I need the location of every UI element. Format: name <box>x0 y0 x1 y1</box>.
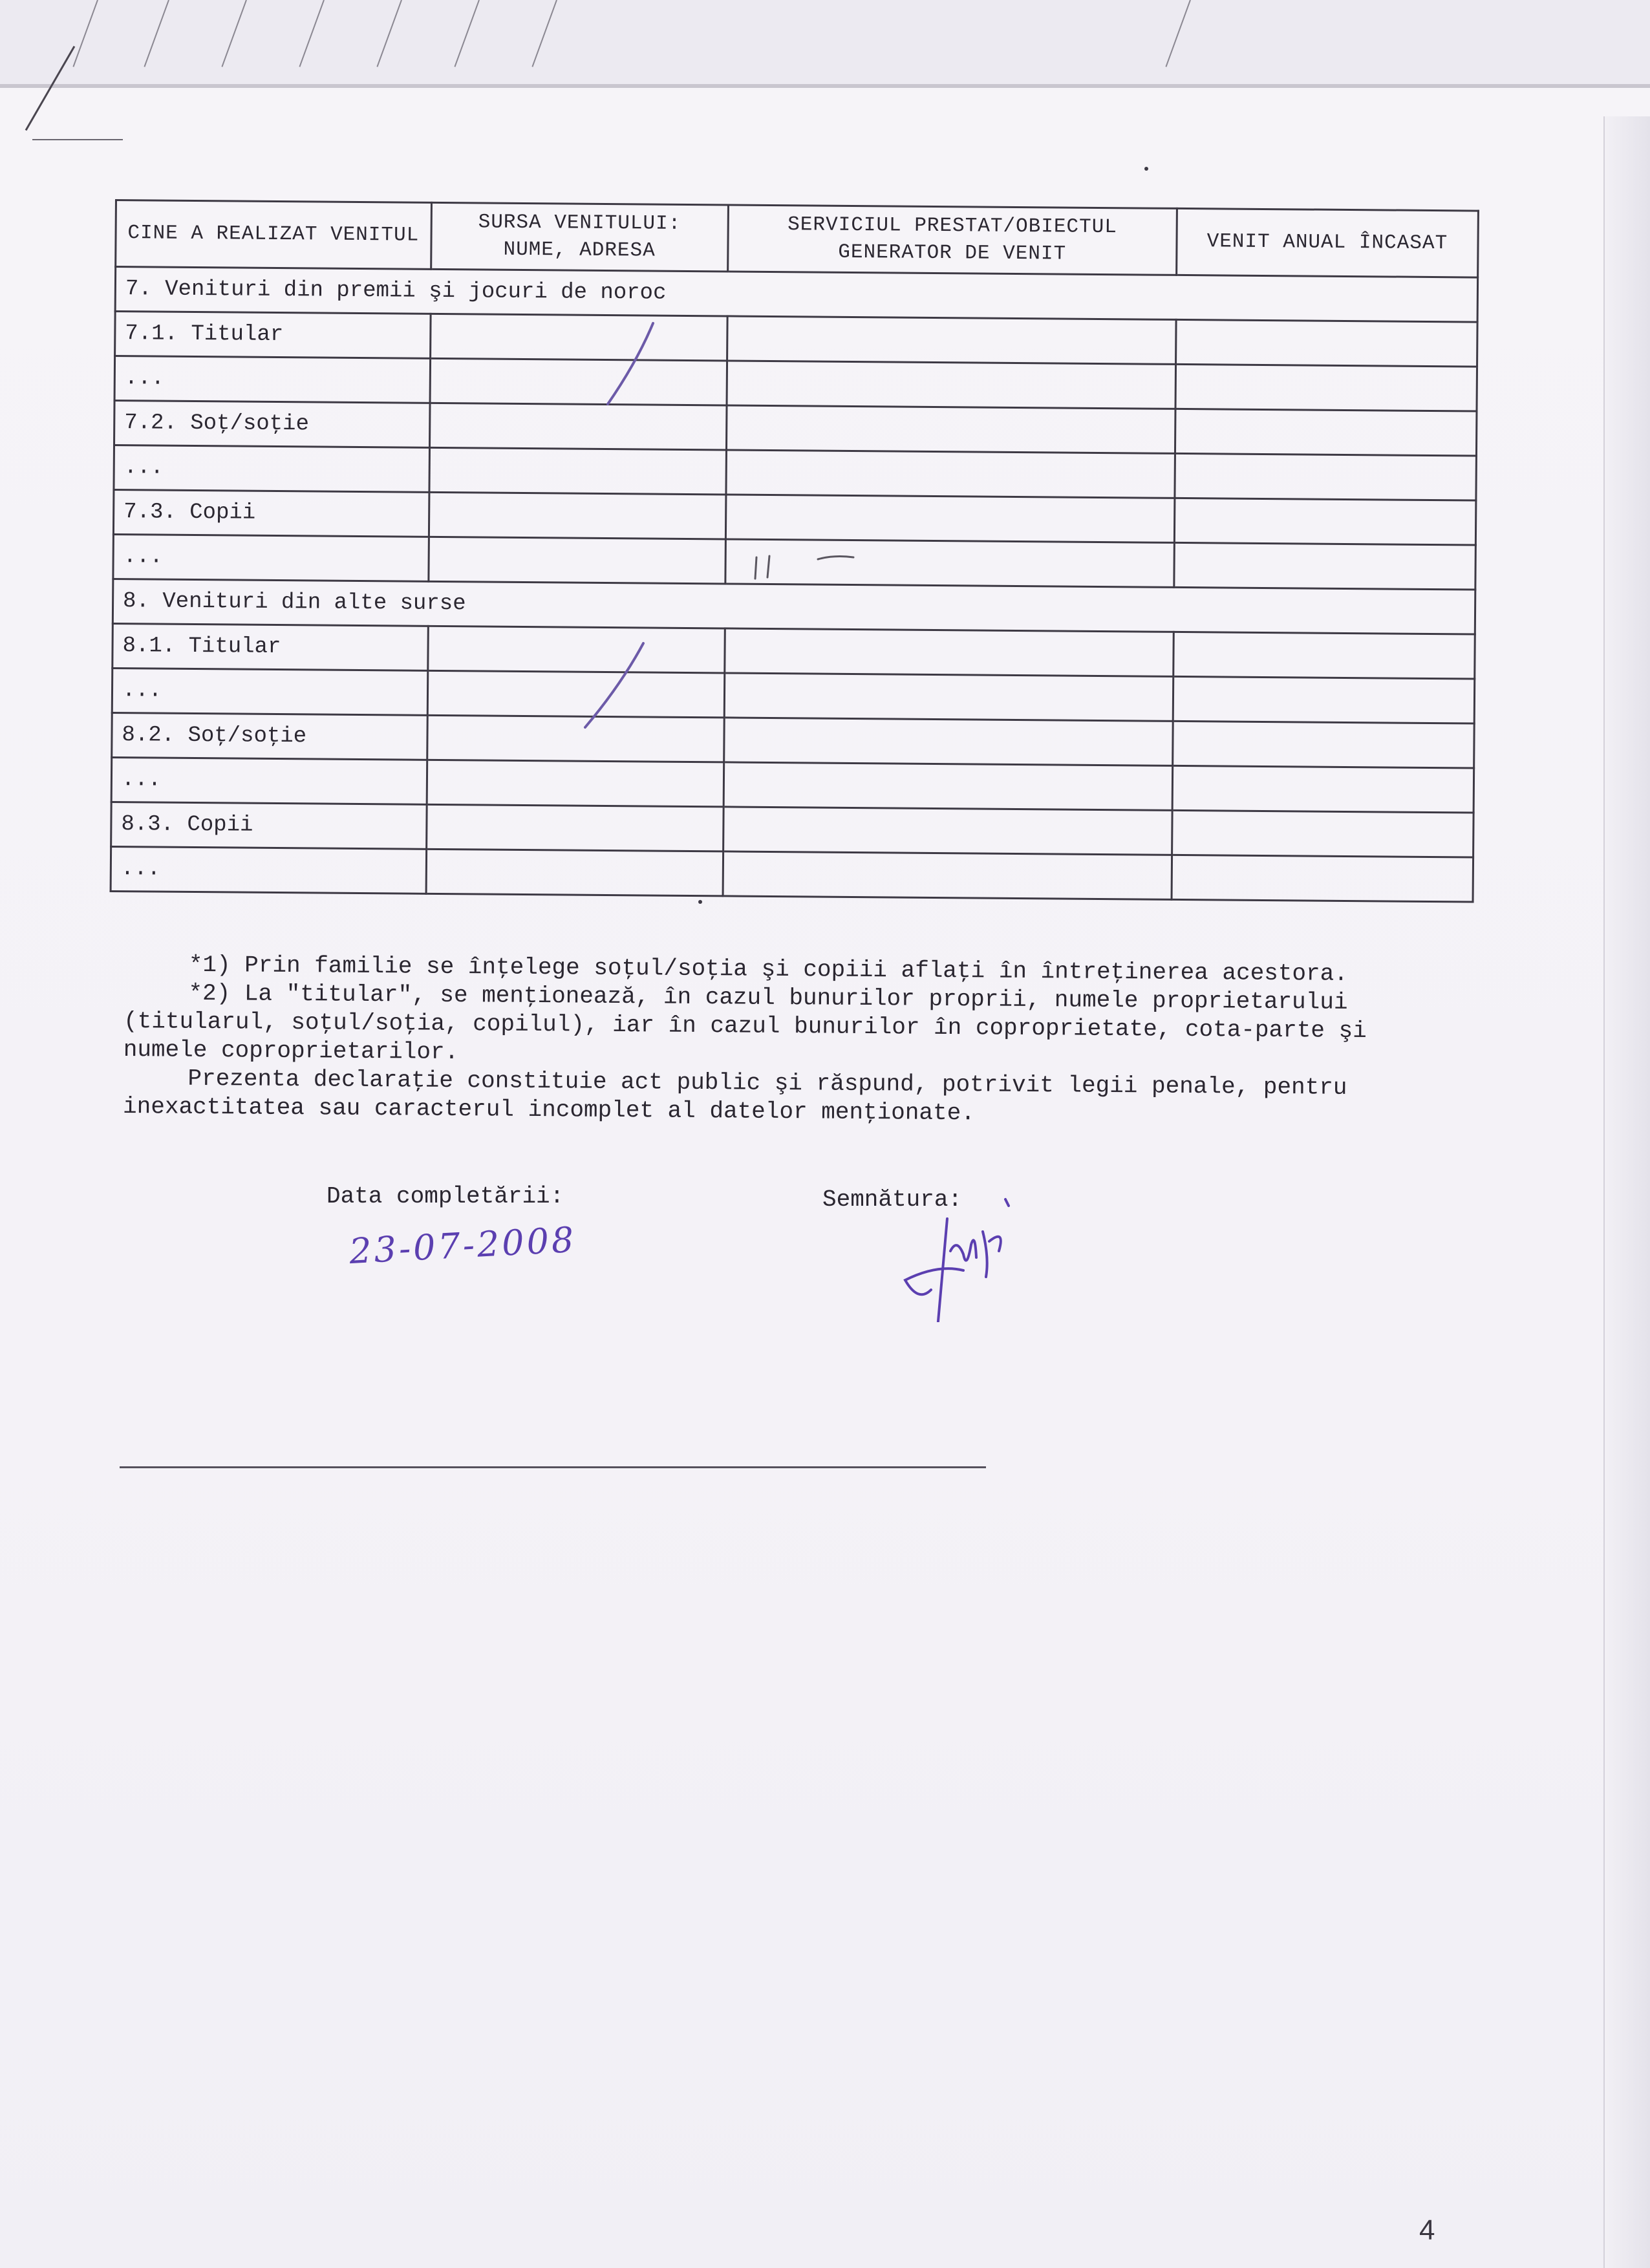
row-label: 8.3. Copii <box>111 802 427 849</box>
row-label: 8.1. Titular <box>112 623 428 670</box>
footnotes <box>123 950 1417 1131</box>
section-title-7: 7. Venituri din premii şi jocuri de noroc <box>115 267 1477 323</box>
date-label: Data completării: <box>327 1183 564 1210</box>
pen-slash-mark <box>585 643 643 727</box>
row-label: ... <box>112 668 427 715</box>
signature-label: Semnătura: <box>822 1186 963 1213</box>
header-cine-a-realizat: CINE A REALIZAT VENITUL <box>116 200 431 270</box>
header-sursa-venitului: SURSA VENITULUI: NUME, ADRESA <box>431 202 728 272</box>
section-title-8: 8. Venituri din alte surse <box>112 579 1475 634</box>
bottom-rule <box>120 1466 986 1468</box>
declaration-statement: Prezenta declaraţie constituie act public şi răspund, potrivit legii penale, pentru inexactitatea sau caracterul incomplet al datelor menţionate. <box>122 1065 1347 1127</box>
footnote-1: *1) Prin familie se înţelege soţul/soţia şi copiii aflaţi în întreţinerea acestora. <box>188 951 1349 987</box>
row-label: 7.1. Titular <box>115 312 431 359</box>
footnote-2: *2) La "titular", se menţionează, în cazul bunurilor proprii, numele proprietarului (titularul, soţul/soţia, copilul), iar în cazul bunurilor în coproprietate, cota-parte şi numele coproprietarilor. <box>123 979 1367 1066</box>
header-venit-anual: VENIT ANUAL ÎNCASAT <box>1176 208 1478 277</box>
page-number: 4 <box>1419 2214 1435 2246</box>
speck <box>1144 167 1148 171</box>
speck <box>698 900 702 904</box>
row-label: ... <box>113 534 429 581</box>
row-label: ... <box>114 356 430 403</box>
row-label: 8.2. Soţ/soţie <box>112 712 427 760</box>
row-label: ... <box>111 757 427 804</box>
row-label: 7.3. Copii <box>113 489 429 537</box>
pen-slash-mark <box>608 323 653 404</box>
pen-scribble-mark <box>755 556 853 579</box>
handwritten-signature <box>892 1193 1022 1322</box>
row-label: 7.2. Soţ/soţie <box>114 401 430 448</box>
pen-strike-marks <box>0 0 1650 970</box>
row-label: ... <box>111 846 426 893</box>
signature-stroke <box>905 1199 1009 1322</box>
handwritten-date: 23-07-2008 <box>348 1219 577 1272</box>
row-label: ... <box>114 445 429 493</box>
header-serviciul-prestat: SERVICIUL PRESTAT/OBIECTUL GENERATOR DE VENIT <box>728 205 1177 275</box>
